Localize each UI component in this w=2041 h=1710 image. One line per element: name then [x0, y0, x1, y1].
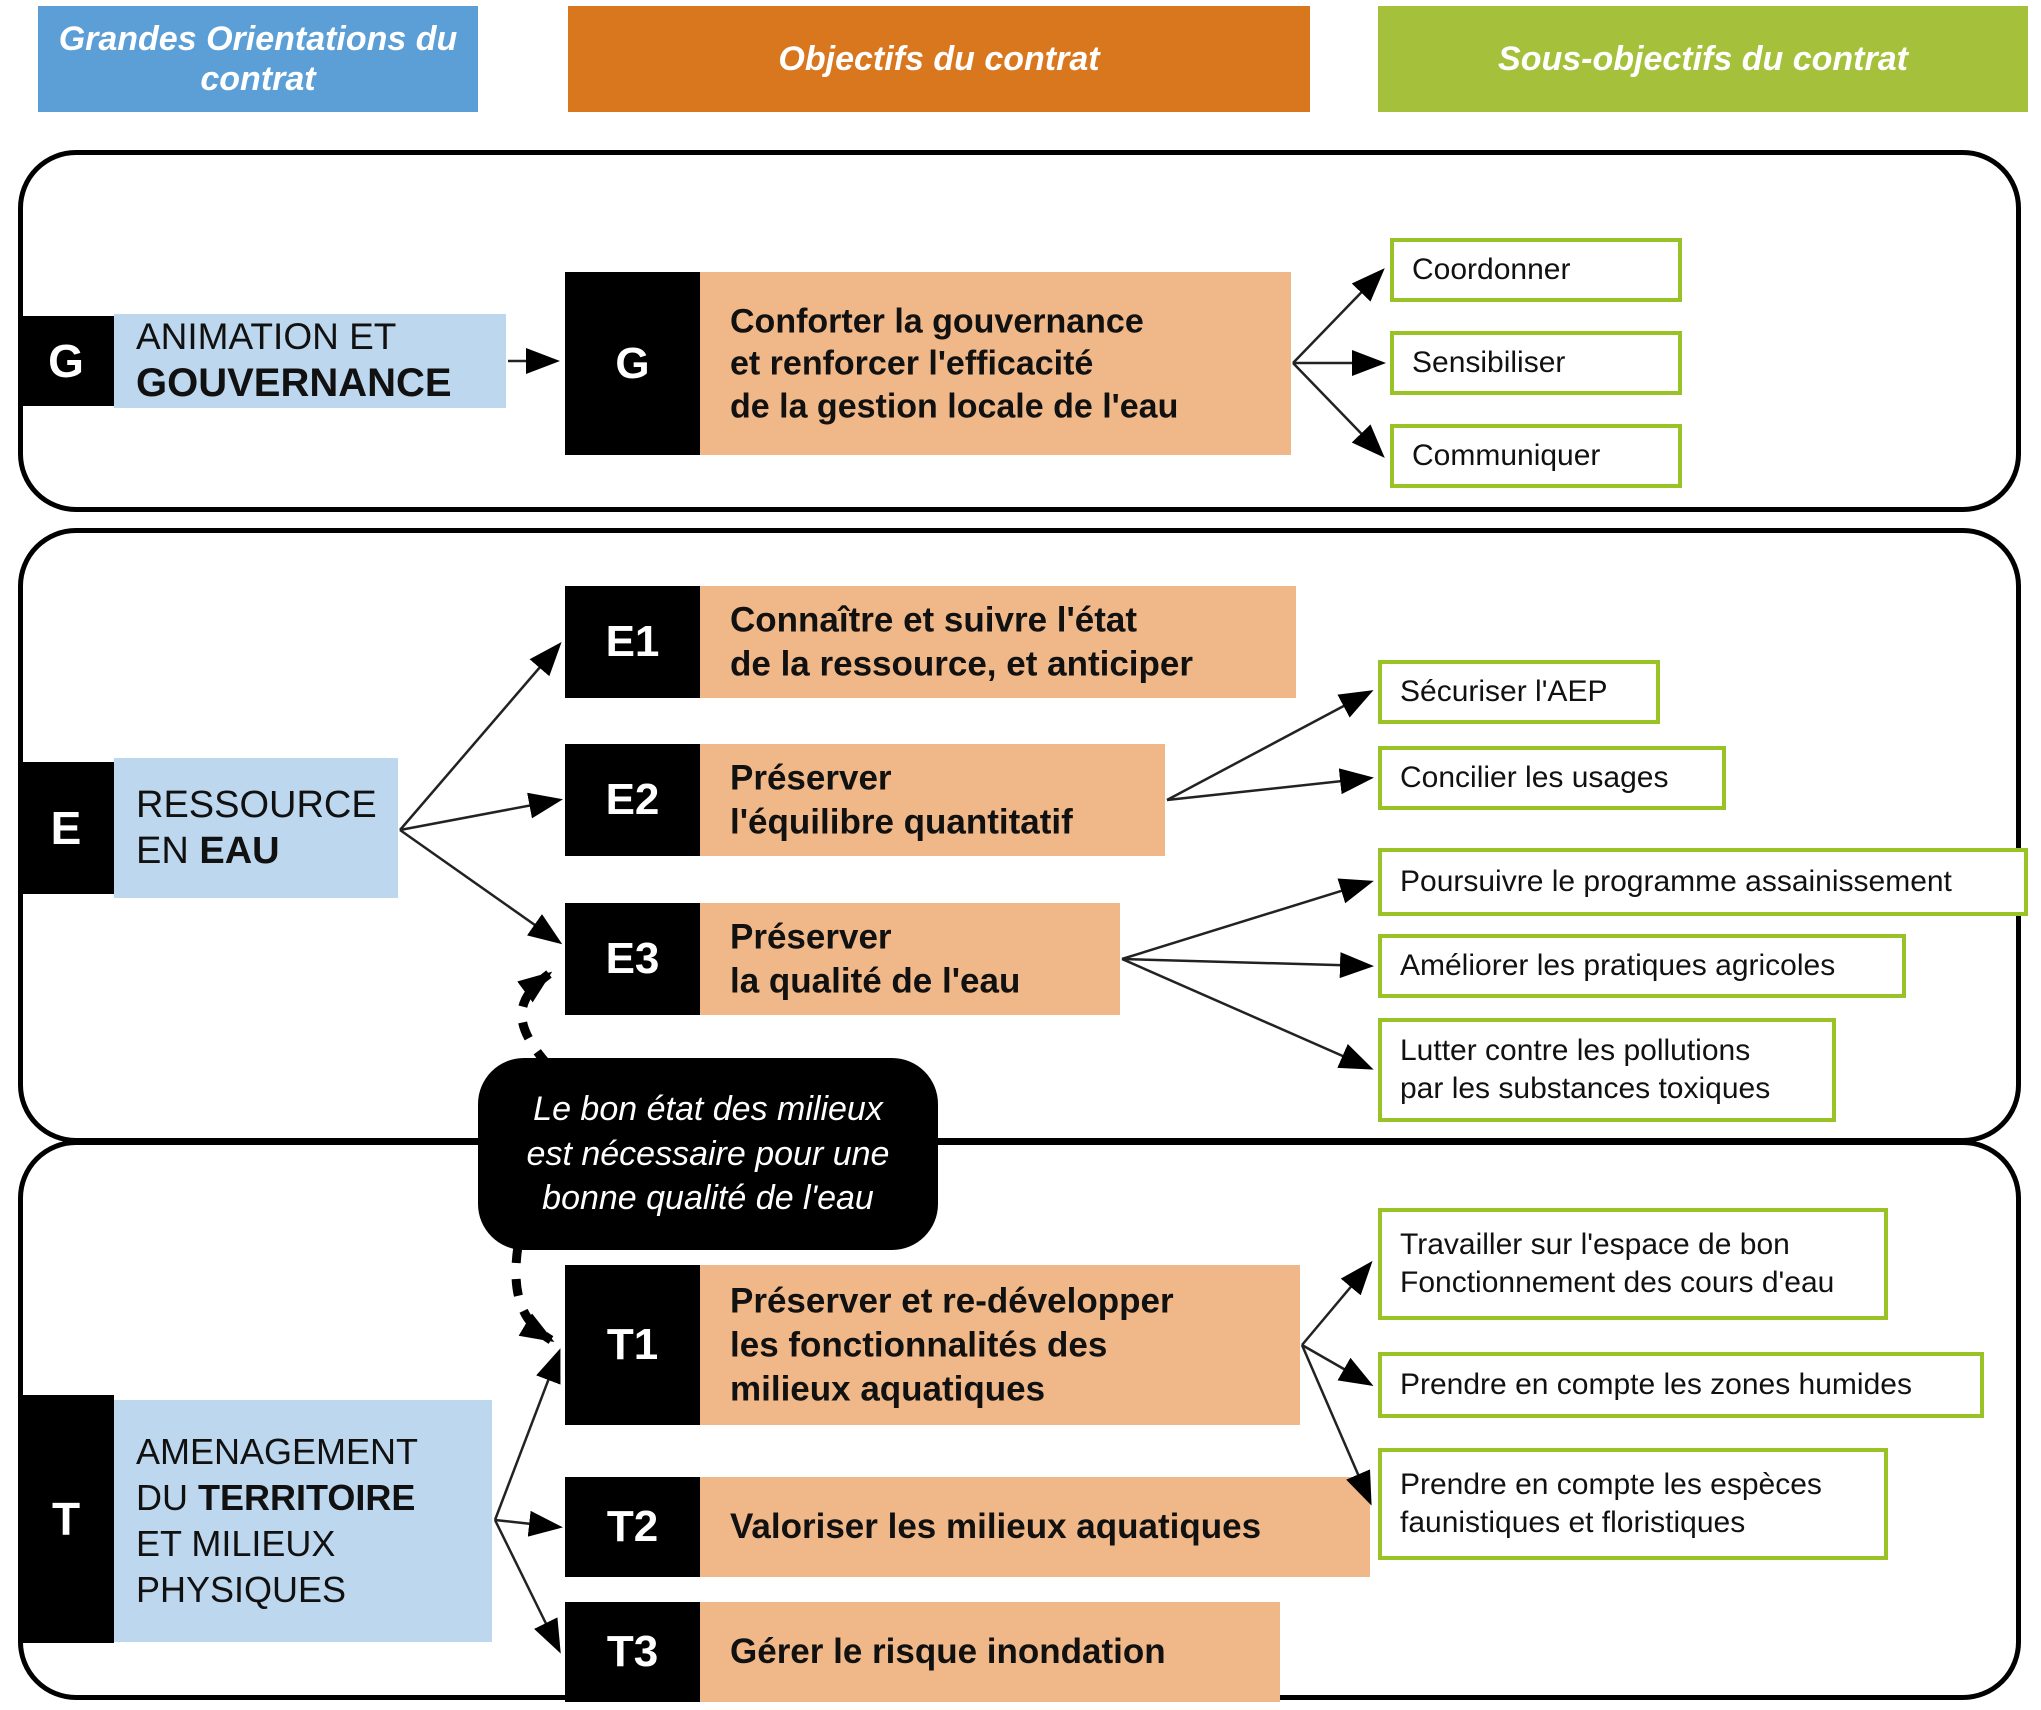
orientation-line: RESSOURCE [136, 783, 377, 826]
orientation-line [136, 1475, 492, 1521]
orientation-line-bold: TERRITOIRE [198, 1476, 416, 1518]
badge-t2: T2 [565, 1477, 700, 1577]
objective-e2 [565, 744, 1165, 856]
badge-g: G [18, 316, 114, 406]
sub-objective-sensibiliser [1390, 331, 1682, 395]
column-header-orientations: Grandes Orientations du contrat [38, 6, 478, 112]
badge-g-objective: G [565, 272, 700, 455]
sub-objective-label: Sensibiliser [1412, 345, 1566, 379]
objective-text [730, 915, 1020, 1003]
sub-objective-securiser-aep [1378, 660, 1660, 724]
objective-text [730, 1505, 1261, 1549]
objective-line: de la gestion locale de l'eau [730, 386, 1179, 425]
objective-line: et renforcer l'efficacité [730, 344, 1094, 383]
objective-text [730, 1279, 1174, 1410]
note-line: Le bon état des milieux [533, 1089, 883, 1128]
sub-objective-pollutions-toxiques [1378, 1018, 1836, 1122]
orientation-line-prefix: EN [136, 830, 200, 872]
objective-text [730, 756, 1073, 844]
orientation-line-bold: EAU [199, 830, 280, 872]
orientation-line: GOUVERNANCE [136, 361, 452, 406]
sub-objective-label: Coordonner [1412, 252, 1571, 286]
note-line: bonne qualité de l'eau [542, 1179, 874, 1218]
sub-objective-label: Prendre en compte les espèces [1400, 1467, 1822, 1501]
sub-objective-label: Prendre en compte les zones humides [1400, 1367, 1912, 1401]
sub-objective-especes [1378, 1448, 1888, 1560]
objective-t3 [565, 1602, 1280, 1702]
sub-objective-zones-humides [1378, 1352, 1984, 1418]
column-header-sous-objectifs: Sous-objectifs du contrat [1378, 6, 2028, 112]
objective-line: Préserver [730, 758, 892, 798]
sub-objective-coordonner [1390, 238, 1682, 302]
objective-line: les fonctionnalités des [730, 1325, 1108, 1365]
objective-t1 [565, 1265, 1300, 1425]
orientation-box-territory [114, 1400, 492, 1642]
column-header-objectifs: Objectifs du contrat [568, 6, 1310, 112]
objective-text [730, 1630, 1166, 1674]
objective-g [565, 272, 1291, 455]
objective-line: l'équilibre quantitatif [730, 802, 1073, 841]
objective-line: Connaître et suivre l'état [730, 600, 1138, 640]
sub-objective-label: faunistiques et floristiques [1400, 1506, 1746, 1539]
sub-objective-label: Sécuriser l'AEP [1400, 674, 1608, 708]
sub-objective-label: Communiquer [1412, 438, 1601, 472]
sub-objective-assainissement [1378, 848, 2028, 916]
objective-line: Préserver [730, 917, 892, 957]
sub-objective-label: Fonctionnement des cours d'eau [1400, 1266, 1835, 1299]
sub-objective-concilier-usages [1378, 746, 1726, 810]
sub-objective-communiquer [1390, 424, 1682, 488]
objective-line: Conforter la gouvernance [730, 301, 1144, 340]
badge-e3: E3 [565, 903, 700, 1015]
objective-e3 [565, 903, 1120, 1015]
orientation-line: PHYSIQUES [136, 1569, 347, 1611]
sub-objective-label: Poursuivre le programme assainissement [1400, 864, 1952, 898]
objective-line: la qualité de l'eau [730, 961, 1021, 1000]
objective-text [730, 598, 1193, 686]
badge-t1: T1 [565, 1265, 700, 1425]
objective-line: de la ressource, et anticiper [730, 644, 1193, 683]
note-bubble [478, 1058, 938, 1250]
orientation-box-water-resource [114, 758, 398, 898]
sub-objective-label: Concilier les usages [1400, 760, 1669, 794]
badge-e: E [18, 762, 114, 894]
objective-line: Préserver et re-développer [730, 1281, 1174, 1321]
sub-objective-label: par les substances toxiques [1400, 1072, 1771, 1105]
orientation-line-prefix: DU [136, 1476, 198, 1518]
sub-objective-label: Lutter contre les pollutions [1400, 1033, 1751, 1067]
badge-e2: E2 [565, 744, 700, 856]
objective-line: Valoriser les milieux aquatiques [730, 1507, 1262, 1547]
orientation-line [136, 828, 398, 874]
badge-t: T [18, 1395, 114, 1643]
objective-t2 [565, 1477, 1370, 1577]
orientation-line: ANIMATION ET [136, 316, 397, 358]
orientation-line: ET MILIEUX [136, 1523, 336, 1564]
objective-line: Gérer le risque inondation [730, 1632, 1166, 1672]
objective-text [730, 300, 1178, 428]
objective-e1 [565, 586, 1296, 698]
note-line: est nécessaire pour une [526, 1134, 890, 1173]
sub-objective-label: Améliorer les pratiques agricoles [1400, 948, 1836, 982]
badge-t3: T3 [565, 1602, 700, 1702]
sub-objective-pratiques-agricoles [1378, 934, 1906, 998]
badge-e1: E1 [565, 586, 700, 698]
orientation-line: AMENAGEMENT [136, 1430, 419, 1472]
orientation-box-governance [114, 314, 506, 408]
sub-objective-label: Travailler sur l'espace de bon [1400, 1227, 1790, 1261]
objective-line: milieux aquatiques [730, 1368, 1046, 1408]
sub-objective-espace-bon-fonctionnement [1378, 1208, 1888, 1320]
